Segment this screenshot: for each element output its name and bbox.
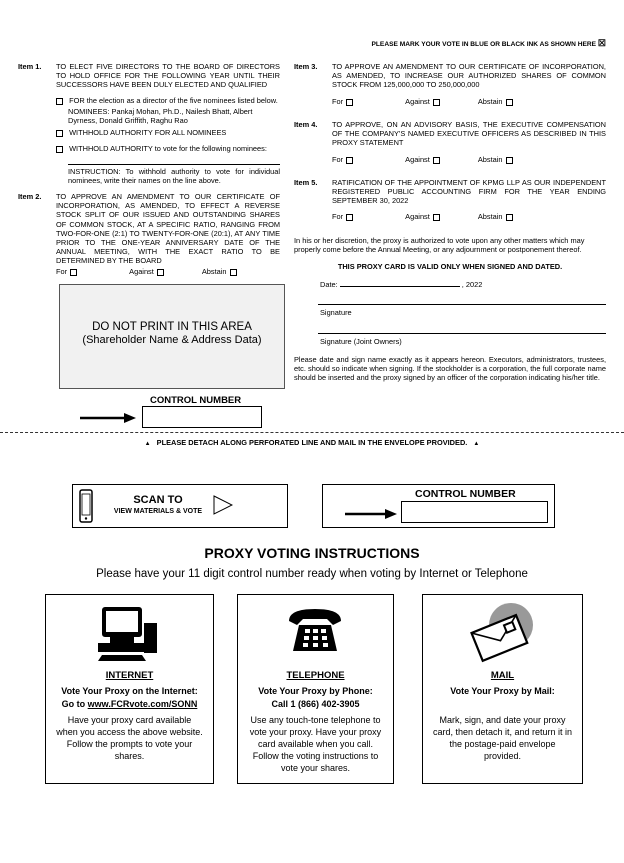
- vote-against-label: Against: [405, 212, 430, 221]
- item1-text: TO ELECT FIVE DIRECTORS TO THE BOARD OF DIRECTORS TO HOLD OFFICE FOR THE FOLLOWING YEAR UNTIL THEIR SUCCESSORS HAVE BEEN DULY ELECTED AND QUALIFIED: [56, 62, 280, 90]
- item4-text: TO APPROVE, ON AN ADVISORY BASIS, THE EXECUTIVE COMPENSATION OF THE COMPANY'S NAMED EXECUTIVE OFFICERS AS DESCRIBED IN THIS PROXY STATEMENT: [332, 120, 606, 148]
- checkbox[interactable]: [230, 269, 237, 276]
- item1-option-withhold-all-label: WITHHOLD AUTHORITY FOR ALL NOMINEES: [69, 128, 227, 137]
- address-area-subtitle: (Shareholder Name & Address Data): [82, 334, 262, 346]
- signature-label: Signature: [320, 308, 352, 317]
- internet-body: Have your proxy card available when you access the above website. Follow the prompts to vote your shares.: [56, 715, 203, 761]
- signature-joint-line[interactable]: [318, 333, 606, 334]
- item1-option-withhold-all[interactable]: [56, 128, 280, 137]
- detach-text: PLEASE DETACH ALONG PERFORATED LINE AND MAIL IN THE ENVELOPE PROVIDED.: [156, 438, 468, 447]
- mail-card: [422, 594, 583, 784]
- play-arrow-icon: [213, 495, 233, 520]
- scan-subtitle: VIEW MATERIALS & VOTE: [113, 508, 203, 515]
- checkbox[interactable]: [56, 146, 63, 153]
- discretion-text: In his or her discretion, the proxy is authorized to vote upon any other matters which may properly come before the Annual Meeting, or any adjournment or postponement thereof.: [294, 236, 585, 255]
- date-field[interactable]: [320, 279, 482, 289]
- internet-card: [45, 594, 214, 784]
- computer-icon: [96, 603, 160, 668]
- telephone-number[interactable]: Call 1 (866) 402-3905: [271, 699, 360, 709]
- mail-title: MAIL: [490, 670, 515, 681]
- vote-abstain[interactable]: [478, 155, 513, 164]
- vote-for-label: For: [332, 155, 344, 164]
- control-number-box: [142, 406, 262, 428]
- telephone-icon: [285, 605, 345, 660]
- instructions-title: PROXY VOTING INSTRUCTIONS: [204, 545, 420, 561]
- item1-option-withhold-some[interactable]: [56, 144, 280, 153]
- vote-against-label: Against: [129, 267, 154, 276]
- vote-abstain-label: Abstain: [201, 267, 227, 276]
- vote-against[interactable]: [405, 212, 440, 221]
- item5-text: RATIFICATION OF THE APPOINTMENT OF KPMG LLP AS OUR INDEPENDENT REGISTERED PUBLIC ACCOUNTING FIRM FOR THE YEAR ENDING SEPTEMBER 30, 2022: [332, 178, 606, 206]
- nominee-writein-line[interactable]: [68, 164, 280, 165]
- item4-votes: [332, 155, 513, 164]
- item1-option-for-label: FOR the election as a director of the five nominees listed below.: [69, 96, 278, 105]
- telephone-body: Use any touch-tone telephone to vote your proxy. Have your proxy card available when you call. Follow the voting instructions to vote your shares.: [249, 715, 382, 773]
- triangle-up-icon: ▲: [144, 441, 151, 447]
- telephone-card: [237, 594, 394, 784]
- checkbox[interactable]: [506, 157, 513, 164]
- vote-abstain-label: Abstain: [477, 97, 503, 106]
- vote-for[interactable]: [332, 155, 353, 164]
- item5-label: Item 5.: [294, 178, 318, 187]
- mail-body: Mark, sign, and date your proxy card, then detach it, and return it in the postage-paid envelope provided.: [432, 715, 573, 761]
- scan-box: [72, 484, 288, 528]
- checkbox[interactable]: [433, 214, 440, 221]
- checkbox[interactable]: [346, 214, 353, 221]
- date-year: , 2022: [461, 280, 483, 289]
- vote-for-label: For: [56, 267, 68, 276]
- item1-instruction: INSTRUCTION: To withhold authority to vote for individual nominees, write their names on the line above.: [68, 167, 280, 186]
- item1-nominees: NOMINEES: Pankaj Mohan, Ph.D., Nailesh Bhatt, Albert Dyrness, Donald Griffith, Raghu Rao: [68, 107, 253, 126]
- address-area-title: DO NOT PRINT IN THIS AREA: [92, 321, 252, 333]
- arrow-right-icon: [80, 411, 136, 429]
- vote-abstain[interactable]: [478, 212, 513, 221]
- arrow-right-icon: [345, 507, 397, 525]
- control-number-label: CONTROL NUMBER: [150, 395, 242, 406]
- perforation-line: [0, 432, 624, 433]
- checkbox[interactable]: [346, 99, 353, 106]
- valid-notice: THIS PROXY CARD IS VALID ONLY WHEN SIGNED AND DATED.: [337, 262, 563, 271]
- checkbox[interactable]: [157, 269, 164, 276]
- item2-text: TO APPROVE AN AMENDMENT TO OUR CERTIFICATE OF INCORPORATION, AS AMENDED, TO EFFECT A REVERSE STOCK SPLIT OF OUR ISSUED AND OUTSTANDING SHARES OF COMMON STOCK, AT A SPECIFIC RATIO, RANGING FROM TWO-FOR-ONE (2:1) TO TWENTY-FOR-ONE (20:1), AT ANY TIME PRIOR TO THE ONE-YEAR ANNIVERSARY DATE OF THE ANNUAL MEETING, WITH THE EXACT RATIO TO BE DETERMINED BY THE BOARD: [56, 192, 280, 266]
- item1-label: Item 1.: [18, 62, 42, 71]
- internet-go-to: Go to: [61, 699, 86, 709]
- signature-joint-label: Signature (Joint Owners): [320, 337, 402, 346]
- checkbox[interactable]: [56, 98, 63, 105]
- triangle-up-icon: ▲: [473, 441, 480, 447]
- item3-label: Item 3.: [294, 62, 318, 71]
- item5-votes: [332, 212, 513, 221]
- vote-against-label: Against: [405, 155, 430, 164]
- mark-example-icon: ☒: [597, 38, 606, 48]
- item1-option-for[interactable]: [56, 96, 280, 105]
- item1-option-withhold-some-label: WITHHOLD AUTHORITY to vote for the following nominees:: [69, 144, 267, 153]
- instructions-subtitle: Please have your 11 digit control number ready when voting by Internet or Telephone: [96, 568, 528, 580]
- smartphone-icon: [79, 489, 93, 528]
- vote-for-label: For: [332, 212, 344, 221]
- telephone-title: TELEPHONE: [286, 670, 345, 681]
- checkbox[interactable]: [433, 157, 440, 164]
- vote-abstain[interactable]: [478, 97, 513, 106]
- checkbox[interactable]: [506, 214, 513, 221]
- envelope-icon: [469, 599, 539, 668]
- item4-label: Item 4.: [294, 120, 318, 129]
- telephone-line1: Vote Your Proxy by Phone:: [258, 686, 373, 696]
- date-label: Date:: [320, 280, 338, 289]
- checkbox[interactable]: [346, 157, 353, 164]
- checkbox[interactable]: [56, 130, 63, 137]
- vote-against[interactable]: [405, 155, 440, 164]
- detach-notice: [0, 438, 624, 447]
- internet-url-link[interactable]: www.FCRvote.com/SONN: [87, 699, 198, 709]
- internet-line2: [46, 699, 213, 709]
- vote-for[interactable]: [332, 212, 353, 221]
- item3-text: TO APPROVE AN AMENDMENT TO OUR CERTIFICATE OF INCORPORATION, AS AMENDED, TO INCREASE OUR AUTHORIZED SHARES OF COMMON STOCK FROM 125,000,000 TO 250,000,000: [332, 62, 606, 90]
- checkbox[interactable]: [70, 269, 77, 276]
- checkbox[interactable]: [433, 99, 440, 106]
- vote-against-label: Against: [405, 97, 430, 106]
- control-number-label: CONTROL NUMBER: [415, 488, 516, 500]
- vote-for[interactable]: [56, 267, 77, 276]
- mark-instruction-text: PLEASE MARK YOUR VOTE IN BLUE OR BLACK INK AS SHOWN HERE: [371, 41, 597, 48]
- mark-instruction: [372, 39, 607, 49]
- vote-against[interactable]: [405, 97, 440, 106]
- address-area: [59, 284, 285, 389]
- vote-abstain-label: Abstain: [477, 212, 503, 221]
- item2-label: Item 2.: [18, 192, 42, 201]
- vote-abstain[interactable]: [202, 267, 237, 276]
- vote-for[interactable]: [332, 97, 353, 106]
- vote-against[interactable]: [129, 267, 164, 276]
- control-number-panel: [322, 484, 555, 528]
- vote-for-label: For: [332, 97, 344, 106]
- mail-line1: Vote Your Proxy by Mail:: [450, 686, 555, 696]
- internet-title: INTERNET: [105, 670, 154, 681]
- signature-line[interactable]: [318, 304, 606, 305]
- sign-instructions: Please date and sign name exactly as it appears hereon. Executors, administrators, trustees, etc. should so indicate when signing. If the stockholder is a corporation, the full corporate name should be inserted and the proxy signed by an officer of the corporation indicating his/her title.: [294, 355, 606, 383]
- date-line[interactable]: [340, 279, 460, 287]
- vote-abstain-label: Abstain: [477, 155, 503, 164]
- internet-line1: Vote Your Proxy on the Internet:: [61, 686, 198, 696]
- control-number-box: [401, 501, 548, 523]
- item2-votes: [56, 267, 237, 276]
- checkbox[interactable]: [506, 99, 513, 106]
- item3-votes: [332, 97, 513, 106]
- scan-title: SCAN TO: [133, 494, 183, 506]
